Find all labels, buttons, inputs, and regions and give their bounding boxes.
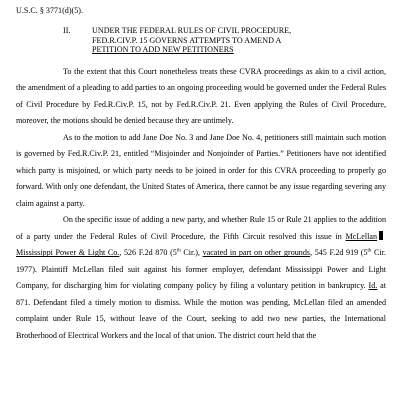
header-citation: U.S.C. § 3771(d)(5). — [16, 6, 83, 15]
paragraph-3-text-5: Cir. 1977). Plaintiff McLellan filed suit against his former employer, defendant Mississippi Power and Light Company, for discharging him for violating company policy by filing a voluntary petition in bankruptcy. — [16, 248, 386, 291]
paragraph-3-text-6: at 871. Defendant filed a timely motion to dismiss. While the motion was pending, McLellan filed an amended complaint under Rule 15, without leave of the Court, seeking to add two new parties, the International Brotherhood of Electrical Workers and the local of that union. The district court held that the — [16, 281, 386, 340]
paragraph-3-text-4: , 545 F.2d 919 (5 — [310, 248, 368, 258]
paragraph-3 — [16, 212, 386, 344]
paragraph-3-text-2: , 526 F.2d 870 (5 — [119, 248, 177, 258]
section-heading — [63, 26, 386, 55]
superscript-th-2: th — [367, 248, 372, 254]
vacated-citation: vacated in part on other grounds — [202, 248, 311, 258]
paragraph-2: As to the motion to add Jane Doe No. 3 and Jane Doe No. 4, petitioners still maintain such motion is governed by Fed.R.Civ.P. 21, entitled “Misjoinder and Nonjoinder of Parties.” Petitioners have not identified which party is misjoined, or which party needs to be joined in order for this CVRA proceeding to properly go forward. With only one defendant, the United States of America, there cannot be any issue regarding severing any claim against a party. — [16, 132, 386, 208]
redaction-bar — [379, 231, 383, 240]
section-title-line-1: UNDER THE FEDERAL RULES OF CIVIL PROCEDURE, — [92, 26, 292, 35]
paragraph-3-text-1: On the specific issue of adding a new party, and whether Rule 15 or Rule 21 applies to the addition of a party under the Federal Rules of Civil Procedure, the Fifth Circuit resolved this issue in — [16, 215, 386, 241]
superscript-th-1: th — [176, 248, 181, 254]
case-name-mclellan: McLellan — [345, 231, 377, 241]
section-number: II. — [63, 26, 71, 35]
paragraph-1: To the extent that this Court nonetheless treats these CVRA proceedings as akin to a civil action, the amendment of a pleading to add parties to an ongoing proceeding would be governed under the Federal Rules of Civil Procedure by Fed.R.Civ.P. 15, not by Fed.R.Civ.P. 21. Even applying the Rules of Civil Procedure, moreover, the motions should be denied because they are untimely. — [16, 66, 386, 126]
section-title-line-3: PETITION TO ADD NEW PETITIONERS — [92, 45, 234, 55]
section-title — [92, 26, 291, 55]
case-name-mississippi-power: Mississippi Power & Light Co. — [16, 248, 120, 258]
id-citation: Id. — [368, 281, 378, 291]
paragraph-3-text-3: Cir.), — [180, 248, 203, 258]
section-title-line-2: FED.R.CIV.P. 15 GOVERNS ATTEMPTS TO AMEND A — [92, 35, 282, 45]
